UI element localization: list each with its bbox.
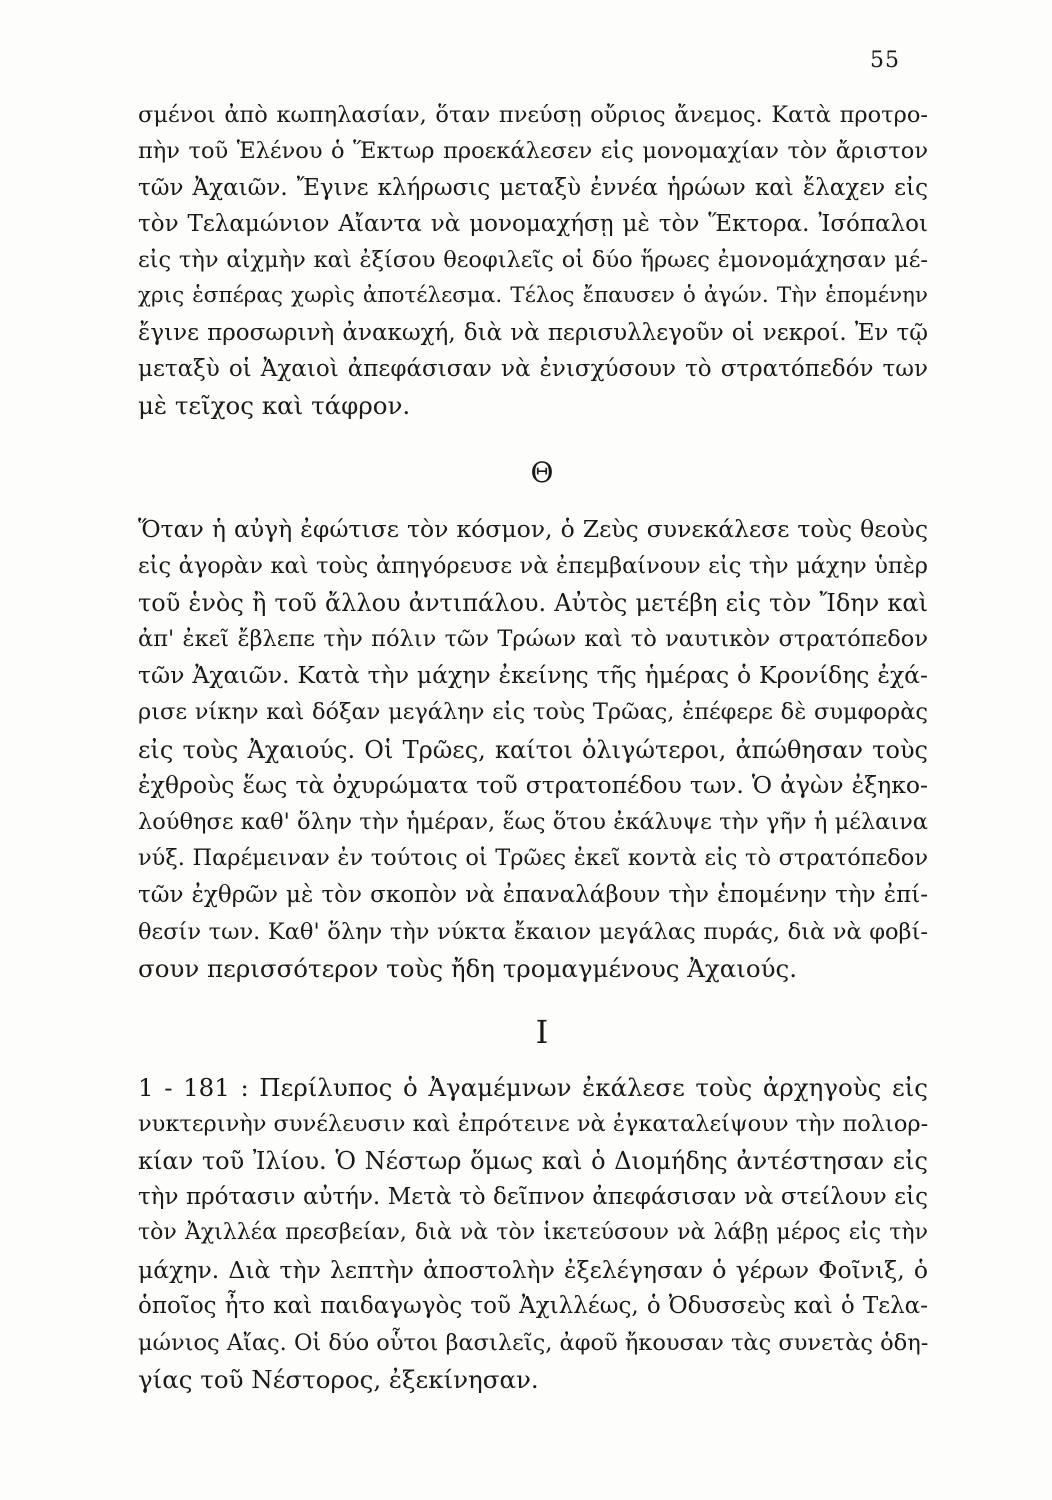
text-line: σμένοι ἀπὸ κωπηλασίαν, ὅταν πνεύσῃ οὔριος ἄνεμος. Κατὰ προτρο- xyxy=(138,102,928,128)
page-number: 55 xyxy=(870,48,900,73)
text-line: ἐχθροὺς ἕως τὰ ὀχυρώματα τοῦ στρατοπέδου των. Ὁ ἀγὼν ἐξηκο- xyxy=(138,771,928,800)
text-line: μεταξὺ οἱ Ἀχαιοὶ ἀπεφάσισαν νὰ ἐνισχύσουν τὸ στρατόπεδόν των xyxy=(138,356,928,383)
text-line: πὴν τοῦ Ἑλένου ὁ Ἕκτωρ προεκάλεσεν εἰς μονομαχίαν τὸν ἄριστον xyxy=(138,138,928,165)
text-line: νύξ. Παρέμειναν ἐν τούτοις οἱ Τρῶες ἐκεῖ κοντὰ εἰς τὸ στρατόπεδον xyxy=(138,845,928,872)
text-line: 1 - 181 : Περίλυπος ὁ Ἀγαμέμνων ἐκάλεσε τοὺς ἀρχηγοὺς εἰς xyxy=(138,1073,928,1102)
text-line: λούθησε καθ' ὅλην τὴν ἡμέραν, ἕως ὅτου ἐκάλυψε τὴν γῆν ἡ μέλαινα xyxy=(138,808,928,835)
text-line: τὸν Τελαμώνιον Αἴαντα νὰ μονομαχήσῃ μὲ τὸν Ἕκτορα. Ἰσόπαλοι xyxy=(138,210,928,237)
text-line: εἰς τοὺς Ἀχαιούς. Οἱ Τρῶες, καίτοι ὀλιγώτεροι, ἀπώθησαν τοὺς xyxy=(138,735,928,764)
text-line: τῶν ἐχθρῶν μὲ τὸν σκοπὸν νὰ ἐπαναλάβουν τὴν ἑπομένην τὴν ἐπί- xyxy=(138,881,928,908)
text-line: ἀπ' ἐκεῖ ἔβλεπε τὴν πόλιν τῶν Τρώων καὶ τὸ ναυτικὸν στρατόπεδον xyxy=(138,625,928,652)
text-line: τὴν πρότασιν αὐτήν. Μετὰ τὸ δεῖπνον ἀπεφάσισαν νὰ στείλουν εἰς xyxy=(138,1183,928,1210)
text-line: γίας τοῦ Νέστορος, ἐξεκίνησαν. xyxy=(138,1365,539,1394)
text-line: εἰς τὴν αἰχμὴν καὶ ἐξίσου θεοφιλεῖς οἱ δύο ἥρωες ἐμονομάχησαν μέ- xyxy=(138,247,928,274)
paragraph-3 xyxy=(138,1073,929,1405)
text-line: κίαν τοῦ Ἰλίου. Ὁ Νέστωρ ὅμως καὶ ὁ Διομήδης ἀντέστησαν εἰς xyxy=(138,1147,928,1175)
text-line: χρις ἑσπέρας χωρὶς ἀποτέλεσμα. Τέλος ἔπαυσεν ὁ ἀγών. Τὴν ἑπομένην xyxy=(138,283,928,309)
text-line: τῶν Ἀχαιῶν. Κατὰ τὴν μάχην ἐκείνης τῆς ἡμέρας ὁ Κρονίδης ἐχά- xyxy=(138,661,928,690)
text-line: μάχην. Διὰ τὴν λεπτὴν ἀποστολὴν ἐξελέγησαν ὁ γέρων Φοῖνιξ, ὁ xyxy=(138,1255,928,1284)
paragraph-1 xyxy=(138,104,928,431)
text-line: θεσίν των. Καθ' ὅλην τὴν νύκτα ἔκαιον μεγάλας πυράς, διὰ νὰ φοβί- xyxy=(138,918,928,945)
text-line: τὸν Ἀχιλλέα πρεσβείαν, διὰ νὰ τὸν ἱκετεύσουν νὰ λάβῃ μέρος εἰς τὴν xyxy=(138,1220,928,1245)
text-line: τοῦ ἑνὸς ἢ τοῦ ἄλλου ἀντιπάλου. Αὐτὸς μετέβη εἰς τὸν Ἴδην καὶ xyxy=(138,589,928,618)
text-line: μώνιος Αἴας. Οἱ δύο οὗτοι βασιλεῖς, ἀφοῦ ἤκουσαν τὰς συνετὰς ὁδη- xyxy=(138,1329,929,1356)
text-line: ὁποῖος ἦτο καὶ παιδαγωγὸς τοῦ Ἀχιλλέως, ὁ Ὀδυσσεὺς καὶ ὁ Τελα- xyxy=(138,1293,928,1319)
paragraph-2 xyxy=(138,515,928,994)
text-line: νυκτερινὴν συνέλευσιν καὶ ἐπρότεινε νὰ ἐγκαταλείψουν τὴν πολιορ- xyxy=(138,1110,929,1137)
text-line: ἔγινε προσωρινὴ ἀνακωχή, διὰ νὰ περισυλλεγοῦν οἱ νεκροί. Ἐν τῷ xyxy=(138,319,928,346)
text-line: μὲ τεῖχος καὶ τάφρον. xyxy=(138,391,411,421)
section-heading-iota: Ι xyxy=(535,1013,549,1051)
text-line: σουν περισσότερον τοὺς ἤδη τρομαγμένους Ἀχαιούς. xyxy=(138,954,798,984)
section-heading-theta: Θ xyxy=(530,456,554,489)
text-line: τῶν Ἀχαιῶν. Ἔγινε κλήρωσις μεταξὺ ἐννέα ἡρώων καὶ ἔλαχεν εἰς xyxy=(138,174,928,201)
text-line: εἰς ἀγορὰν καὶ τοὺς ἀπηγόρευσε νὰ ἐπεμβαίνουν εἰς τὴν μάχην ὑπὲρ xyxy=(138,552,928,579)
text-line: Ὅταν ἡ αὐγὴ ἐφώτισε τὸν κόσμον, ὁ Ζεὺς συνεκάλεσε τοὺς θεοὺς xyxy=(138,515,928,543)
text-line: ρισε νίκην καὶ δόξαν μεγάλην εἰς τοὺς Τρῶας, ἐπέφερε δὲ συμφορὰς xyxy=(138,698,928,725)
